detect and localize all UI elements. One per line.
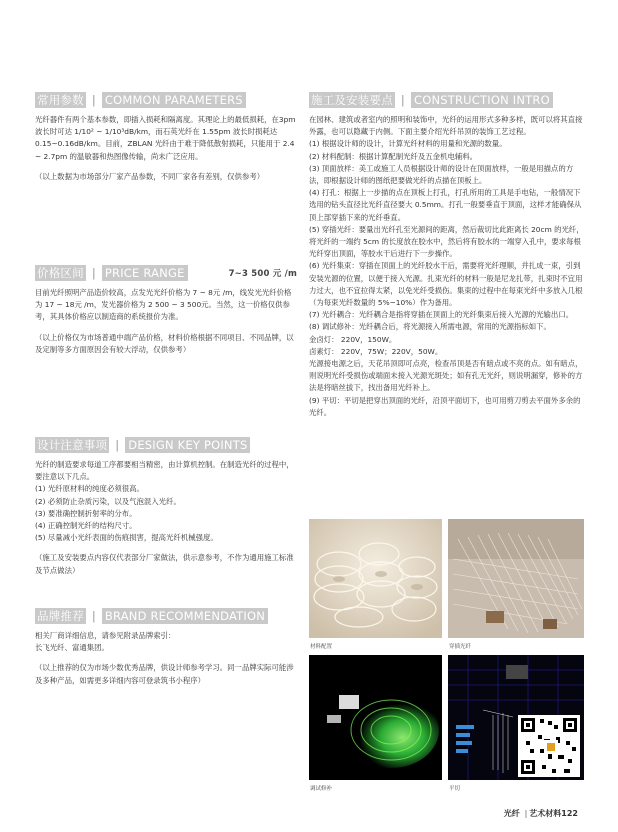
qr-code (518, 715, 580, 777)
heading-en: BRAND RECOMMENDATION (102, 608, 268, 624)
note: （以上推荐的仅为市场少数优秀品牌，供设计师参考学习。同一品牌实际可能涉及多种产品，如需更多详细内容可登录筑书小程序） (35, 663, 294, 685)
photo-fiber-spools (309, 519, 442, 638)
heading-zh: 常用参数 (37, 93, 84, 107)
paragraph: 相关厂商详细信息，请参见附录品牌索引： (35, 631, 176, 640)
spec: 金卤灯： 220V，150W。 (309, 334, 397, 344)
footer-subject: 光纤 (503, 809, 520, 818)
photo-caption: 平切 (449, 786, 461, 792)
note: （施工及安装要点内容仅代表部分厂家做法，供示意参考，不作为通用施工标准及节点做法） (35, 553, 294, 575)
note: （以上价格仅为市场普通中端产品价格，材料价格根据不同项目、不同品牌，以及定制等多方面原因会有较大浮动，仅供参考） (35, 332, 294, 354)
step: (6) 光纤集束：穿插在顶面上的光纤胶水干后，需要将光纤理顺，并扎成一束，引到安装光源的位置，以便于接入光源。扎束光纤的材料一般是尼龙扎带，扎束时不宜用力过大，也不宜拉得太紧，以免光纤受损伤。集束的过程中在每束光纤中多放入几根（为每束光纤数量的 5%~10%）作为备用。 (309, 261, 583, 308)
photo-flush-cutting (448, 655, 584, 780)
photo-caption: 穿插光纤 (449, 644, 472, 650)
photo-caption: 调试修补 (310, 786, 333, 792)
brand-section (35, 608, 297, 687)
step: (5) 穿插光纤：要量出光纤孔至光源间的距离，然后裁切比此距离长 20cm 的光纤，将光纤的一端约 5cm 的长度放在胶水中，然后将有胶水的一端穿入孔中，要求每根光纤穿出顶面，等胶水干后进行下一步操作。 (309, 224, 584, 259)
page-footer: 光纤 | 艺术材料122 (503, 809, 578, 818)
section-heading: 品牌推荐 | BRAND RECOMMENDATION (35, 608, 297, 624)
list-item: (3) 要准确控制折射率的分布。 (35, 508, 137, 518)
note: （以上数据为市场部分厂家产品参数，不同厂家各有差别，仅供参考） (35, 171, 265, 181)
section-heading: 设计注意事项 | DESIGN KEY POINTS (35, 437, 297, 453)
paragraph: 光纤的制造要求每道工序都要相当精密，由计算机控制。在制造光纤的过程中，要注意以下几点。 (35, 460, 294, 482)
step: (2) 材料配制：根据计算配制光纤及五金机电辅料。 (309, 151, 478, 161)
list-item: (2) 必须防止杂质污染，以及气泡混入光纤。 (35, 496, 181, 506)
step: (7) 光纤耦合：光纤耦合是指将穿插在顶面上的光纤集束后接入光源的光输出口。 (309, 310, 574, 320)
paragraph: 在园林、建筑或者室内的照明和装饰中，光纤的运用形式多种多样，既可以将其直接外露，也可以隐藏于内侧。下面主要介绍光纤吊顶的装饰工艺过程。 (309, 115, 583, 137)
heading-en: COMMON PARAMETERS (102, 92, 246, 108)
step: (1) 根据设计师的设计，计算光纤材料的用量和光源的数量。 (309, 139, 507, 149)
construction-section (309, 92, 585, 419)
photo-threading-fiber (448, 519, 584, 638)
page-number: 122 (561, 809, 578, 818)
list-item: (1) 光纤原材料的纯度必须很高。 (35, 484, 144, 494)
section-heading: 价格区间 | PRICE RANGE 7~3 500 元 /m (37, 266, 297, 280)
step: (8) 调试修补：光纤耦合后，将光源接入所需电源，常用的光源指标如下。 (309, 322, 551, 332)
heading-zh: 价格区间 (37, 266, 84, 280)
spec: 卤素灯： 220V，75W；220V，50W。 (309, 346, 443, 356)
heading-zh: 设计注意事项 (37, 438, 108, 452)
section-heading: 施工及安装要点 | CONSTRUCTION INTRO (309, 92, 585, 108)
paragraph: 光纤器件有两个基本参数，即插入损耗和隔离度。其理论上的最低损耗，在3pm 波长时可达 1/10² ~ 1/10³dB/km，而石英光纤在 1.55pm 波长时损耗达 0.15~0.16dB/km。目前，ZBLAN 光纤由于难于降低散射损耗，只能用于 2.4 ~ 2.7pm 的温敏器和热图像传输，尚未广泛应用。 (35, 115, 296, 161)
heading-zh: 品牌推荐 (37, 609, 84, 623)
heading-en: DESIGN KEY POINTS (125, 437, 250, 453)
step: (3) 顶面放样：美工或施工人员根据设计师的设计在顶面放样，一般是用描点的方法，即根据设计师的图纸把要做光纤的点描在顶板上。 (309, 163, 574, 186)
design-points-section (35, 437, 297, 577)
brand-list: 长飞光纤、富通集团。 (35, 643, 109, 653)
step: (4) 打孔：根据上一步描的点在顶板上打孔，打孔所用的工具是手电钻，一般情况下选用的钻头直径比光纤直径要大 0.5mm。打孔一般要垂直于顶面，这样才能确保从顶上部穿插下来的光纤垂直。 (309, 188, 582, 222)
list-item: (4) 正确控制光纤的结构尺寸。 (35, 521, 137, 531)
photo-caption: 材料配置 (310, 644, 333, 650)
footer-section: 艺术材料 (529, 809, 562, 818)
common-parameters-section (35, 92, 297, 183)
step: (9) 平切：平切是把穿出顶面的光纤，沿顶平面切下，也可用剪刀剪去平面外多余的光纤。 (309, 395, 581, 417)
paragraph: 光源接电源之后，天花吊顶即可点亮，检查吊顶是否有暗点或不亮的点。如有暗点，则说明光纤受损伤或端面未接入光源光斑处；如有孔无光纤，则说明漏穿，修补的方法是将暗丝拔下，找出备用光纤补上。 (309, 359, 583, 393)
paragraph: 目前光纤照明产品造价较高，点发光光纤价格为 7 ~ 8元 /m，线发光光纤价格为 17 ~ 18元 /m，发光器价格为 2 500 ~ 3 500元。当然，这一价格仅供参考，其具体价格应以制造商的系统报价为准。 (35, 288, 292, 322)
photo-testing-repair (309, 655, 442, 780)
section-heading: 常用参数 | COMMON PARAMETERS (35, 92, 297, 108)
list-item: (5) 尽量减小光纤表面的伤痕损害，提高光纤机械强度。 (35, 533, 218, 543)
heading-en: PRICE RANGE (102, 265, 188, 281)
price-value: 7~3 500 元 /m (228, 269, 297, 279)
heading-en: CONSTRUCTION INTRO (411, 92, 553, 108)
heading-zh: 施工及安装要点 (311, 93, 393, 107)
price-range-section (35, 265, 297, 356)
